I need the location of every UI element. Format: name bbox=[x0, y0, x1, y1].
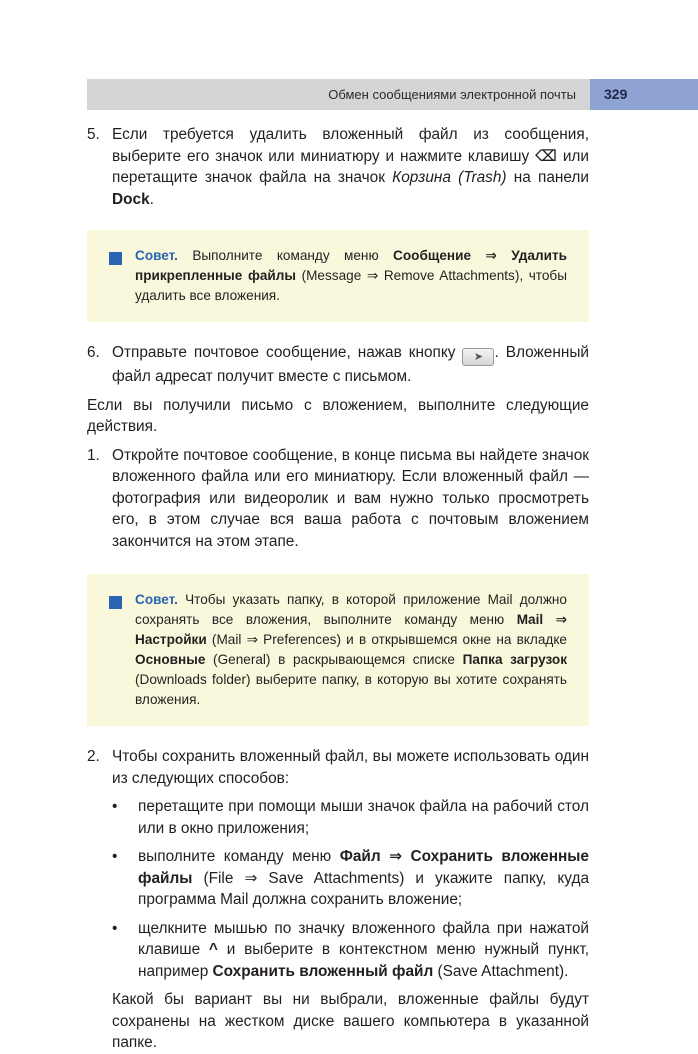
page-content bbox=[87, 124, 589, 1054]
step-number: 2. bbox=[87, 748, 100, 765]
bullet-text: выполните команду меню bbox=[138, 848, 340, 865]
step-5 bbox=[87, 124, 589, 210]
square-bullet-icon bbox=[109, 596, 122, 609]
page-number: 329 bbox=[590, 79, 698, 110]
bullet-text: щелкните мышью по значку вложенного файла при нажатой клавише bbox=[138, 919, 589, 958]
step-6 bbox=[87, 342, 589, 388]
bullet-text: и выберите в контекстном меню нужный пункт, например bbox=[138, 941, 589, 980]
step-text: Отправьте почтовое сообщение, нажав кнопку bbox=[112, 344, 463, 361]
step-text: или перетащите значок файла на значок bbox=[112, 147, 589, 186]
step-2 bbox=[87, 746, 589, 1054]
dock-label: Dock bbox=[112, 190, 150, 208]
tip-text: Выполните команду меню bbox=[177, 248, 394, 263]
control-key-icon: ^ bbox=[208, 941, 218, 958]
delete-key-icon: ⌫ bbox=[535, 147, 557, 165]
tip-box-2 bbox=[87, 574, 589, 726]
square-bullet-icon bbox=[109, 252, 122, 265]
chapter-title: Обмен сообщениями электронной почты bbox=[328, 87, 576, 102]
menu-item-name: Сохранить вложенный файл bbox=[212, 962, 434, 980]
tip-label: Совет. bbox=[135, 248, 178, 263]
step-number: 6. bbox=[87, 344, 100, 361]
bullet-text: перетащите при помощи мыши значок файла на рабочий стол или в окно приложения; bbox=[138, 798, 589, 837]
bullet-text: (File ⇒ Save Attachments) и укажите папку, куда программа Mail должна сохранить вложение; bbox=[138, 869, 589, 908]
step-text: Если требуется удалить вложенный файл из сообщения, выберите его значок или миниатюру и нажмите клавишу bbox=[112, 126, 589, 165]
step-number: 5. bbox=[87, 126, 100, 143]
bullet-item bbox=[112, 918, 589, 983]
running-header bbox=[87, 79, 698, 110]
bullet-text: (Save Attachment). bbox=[433, 962, 569, 980]
tab-name: Основные bbox=[135, 652, 206, 667]
list-name: Папка загрузок bbox=[462, 652, 567, 667]
bullet-item bbox=[112, 796, 589, 839]
bullet-icon: • bbox=[112, 798, 118, 815]
bullet-item bbox=[112, 846, 589, 911]
step-text: на панели bbox=[506, 169, 590, 186]
menu-command: Файл ⇒ Сохранить вложенные файлы bbox=[138, 848, 589, 887]
step-number: 1. bbox=[87, 446, 100, 464]
tip-label: Совет. bbox=[135, 592, 178, 607]
tip-text: (General) в раскрывающемся списке bbox=[205, 652, 463, 667]
tip-text: (Mail ⇒ Preferences) и в открывшемся окне на вкладке bbox=[206, 632, 567, 647]
tip-text: Чтобы указать папку, в которой приложение Mail должно сохранять все вложения, выполните команду меню bbox=[135, 592, 567, 627]
menu-command: Mail ⇒ Настройки bbox=[135, 612, 567, 647]
step-text: Чтобы сохранить вложенный файл, вы можете использовать один из следующих способов: bbox=[112, 748, 589, 787]
intro-paragraph: Если вы получили письмо с вложением, выполните следующие действия. bbox=[87, 396, 589, 435]
bullet-icon: • bbox=[112, 848, 118, 865]
tip-box-1 bbox=[87, 230, 589, 322]
tip-text: (Downloads folder) выберите папку, в которую вы хотите сохранять вложения. bbox=[135, 672, 567, 707]
menu-command: Сообщение ⇒ Удалить прикрепленные файлы bbox=[135, 248, 567, 283]
send-button-icon: ➤ bbox=[462, 348, 494, 366]
closing-paragraph: Какой бы вариант вы ни выбрали, вложенные файлы будут сохранены на жестком диске вашего компьютера в указанной папке. bbox=[112, 991, 589, 1051]
tip-text: (Message ⇒ Remove Attachments), чтобы удалить все вложения. bbox=[135, 268, 567, 303]
step-1 bbox=[87, 445, 589, 553]
bullet-icon: • bbox=[112, 919, 118, 937]
trash-label: Корзина (Trash) bbox=[392, 169, 507, 186]
step-text: . bbox=[149, 190, 154, 208]
step-text: . Вложенный файл адресат получит вместе с письмом. bbox=[112, 344, 590, 385]
step-text: Откройте почтовое сообщение, в конце письма вы найдете значок вложенного файла или его миниатюру. Если вложенный файл — фотография или видеоролик и вам нужно только просмотреть его, в этом случае вся ваша работа с почтовым вложением закончится на этом этапе. bbox=[112, 446, 589, 550]
